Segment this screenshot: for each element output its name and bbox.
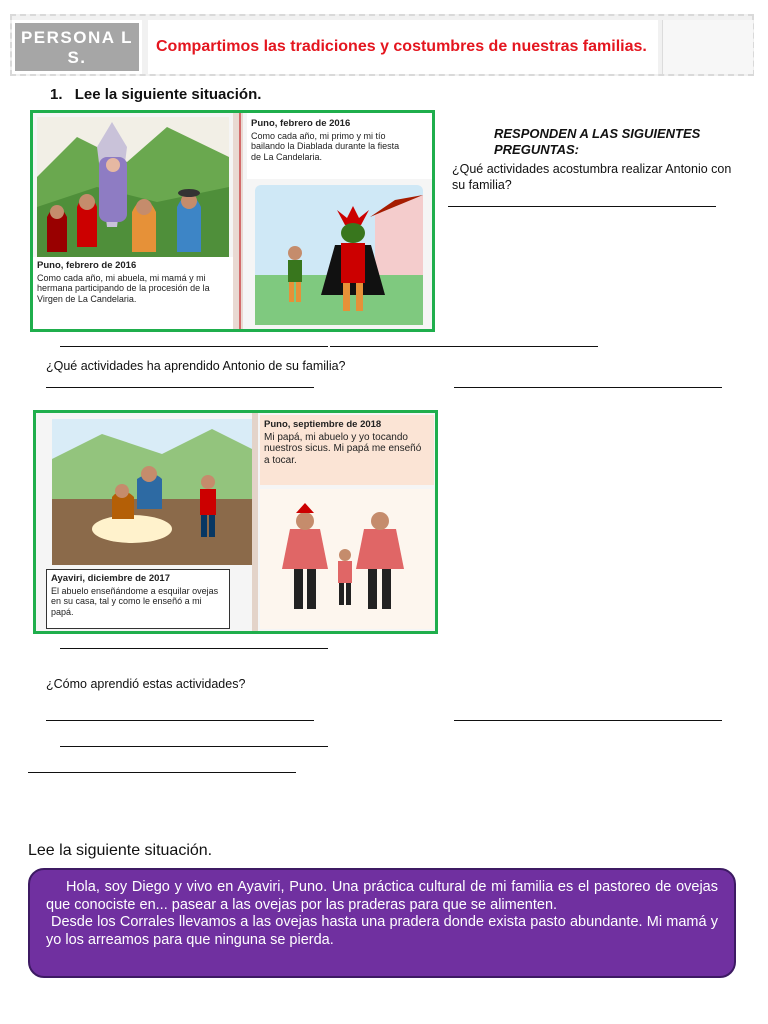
caption-title: Ayaviri, diciembre de 2017	[51, 573, 170, 584]
story-paragraph-1: Hola, soy Diego y vivo en Ayaviri, Puno. Una práctica cultural de mi familia es el pastoreo de ovejas que conociste en... pasear a las ovejas por las praderas para que se alimenten.	[46, 879, 718, 913]
caption-shearing	[46, 569, 230, 629]
section-heading	[50, 86, 261, 103]
answer-line[interactable]	[46, 720, 314, 721]
caption-title: Puno, septiembre de 2018	[264, 419, 382, 430]
caption-sicus	[260, 415, 434, 485]
answer-line[interactable]	[454, 720, 722, 721]
panel-divider	[233, 113, 243, 329]
answer-line[interactable]	[28, 772, 296, 773]
caption-text: Como cada año, mi primo y mi tío bailando la Diablada durante la fiesta de La Candelaria.	[251, 130, 400, 162]
caption-procession	[33, 257, 233, 329]
caption-diablada	[247, 113, 433, 179]
answer-line[interactable]	[330, 346, 598, 347]
panel-divider-line	[239, 113, 241, 329]
question-3: ¿Cómo aprendió estas actividades?	[46, 677, 246, 691]
question-1-text: ¿Qué actividades acostumbra realizar Antonio con su familia?	[452, 162, 732, 192]
section-label: Lee la siguiente situación.	[74, 86, 262, 103]
caption-text: Mi papá, mi abuelo y yo tocando nuestros sicus. Mi papá me enseñó a tocar.	[264, 431, 422, 466]
caption-text: Como cada año, mi abuela, mi mamá y mi hermana participando de la procesión de la Virgen de La Candelaria.	[37, 272, 210, 304]
answer-line[interactable]	[448, 206, 716, 207]
answer-line[interactable]	[60, 746, 328, 747]
question-1	[452, 161, 732, 193]
answer-line[interactable]	[60, 648, 328, 649]
shearing-illustration	[52, 419, 252, 565]
questions-heading: RESPONDEN A LAS SIGUIENTES PREGUNTAS:	[494, 126, 701, 157]
comic-panel-candelaria	[30, 110, 435, 332]
answer-line[interactable]	[60, 346, 328, 347]
caption-title: Puno, febrero de 2016	[251, 118, 351, 129]
caption-text: El abuelo enseñándome a esquilar ovejas en su casa, tal y como le enseñó a mi papá.	[51, 585, 219, 617]
panel-divider	[252, 413, 258, 631]
procession-illustration	[37, 117, 229, 257]
caption-title: Puno, febrero de 2016	[37, 260, 137, 271]
question-2: ¿Qué actividades ha aprendido Antonio de su familia?	[46, 359, 346, 373]
page-title: Compartimos las tradiciones y costumbres de nuestras familias.	[148, 20, 658, 74]
answer-line[interactable]	[454, 387, 722, 388]
section-number: 1.	[50, 86, 63, 103]
story-box	[28, 868, 736, 978]
answer-line[interactable]	[46, 387, 314, 388]
sicus-illustration	[260, 489, 434, 629]
section-label-2: Lee la siguiente situación.	[28, 842, 213, 859]
comic-panel-traditions	[33, 410, 438, 634]
header-right-cell	[662, 20, 753, 74]
subject-badge: PERSONA L S.	[12, 20, 142, 74]
story-paragraph-2: Desde los Corrales llevamos a las ovejas hasta una pradera donde exista pasto abundante. Mi mamá y yo los arreamos para que ninguna se pierda.	[46, 914, 718, 948]
diablada-illustration	[255, 185, 423, 325]
